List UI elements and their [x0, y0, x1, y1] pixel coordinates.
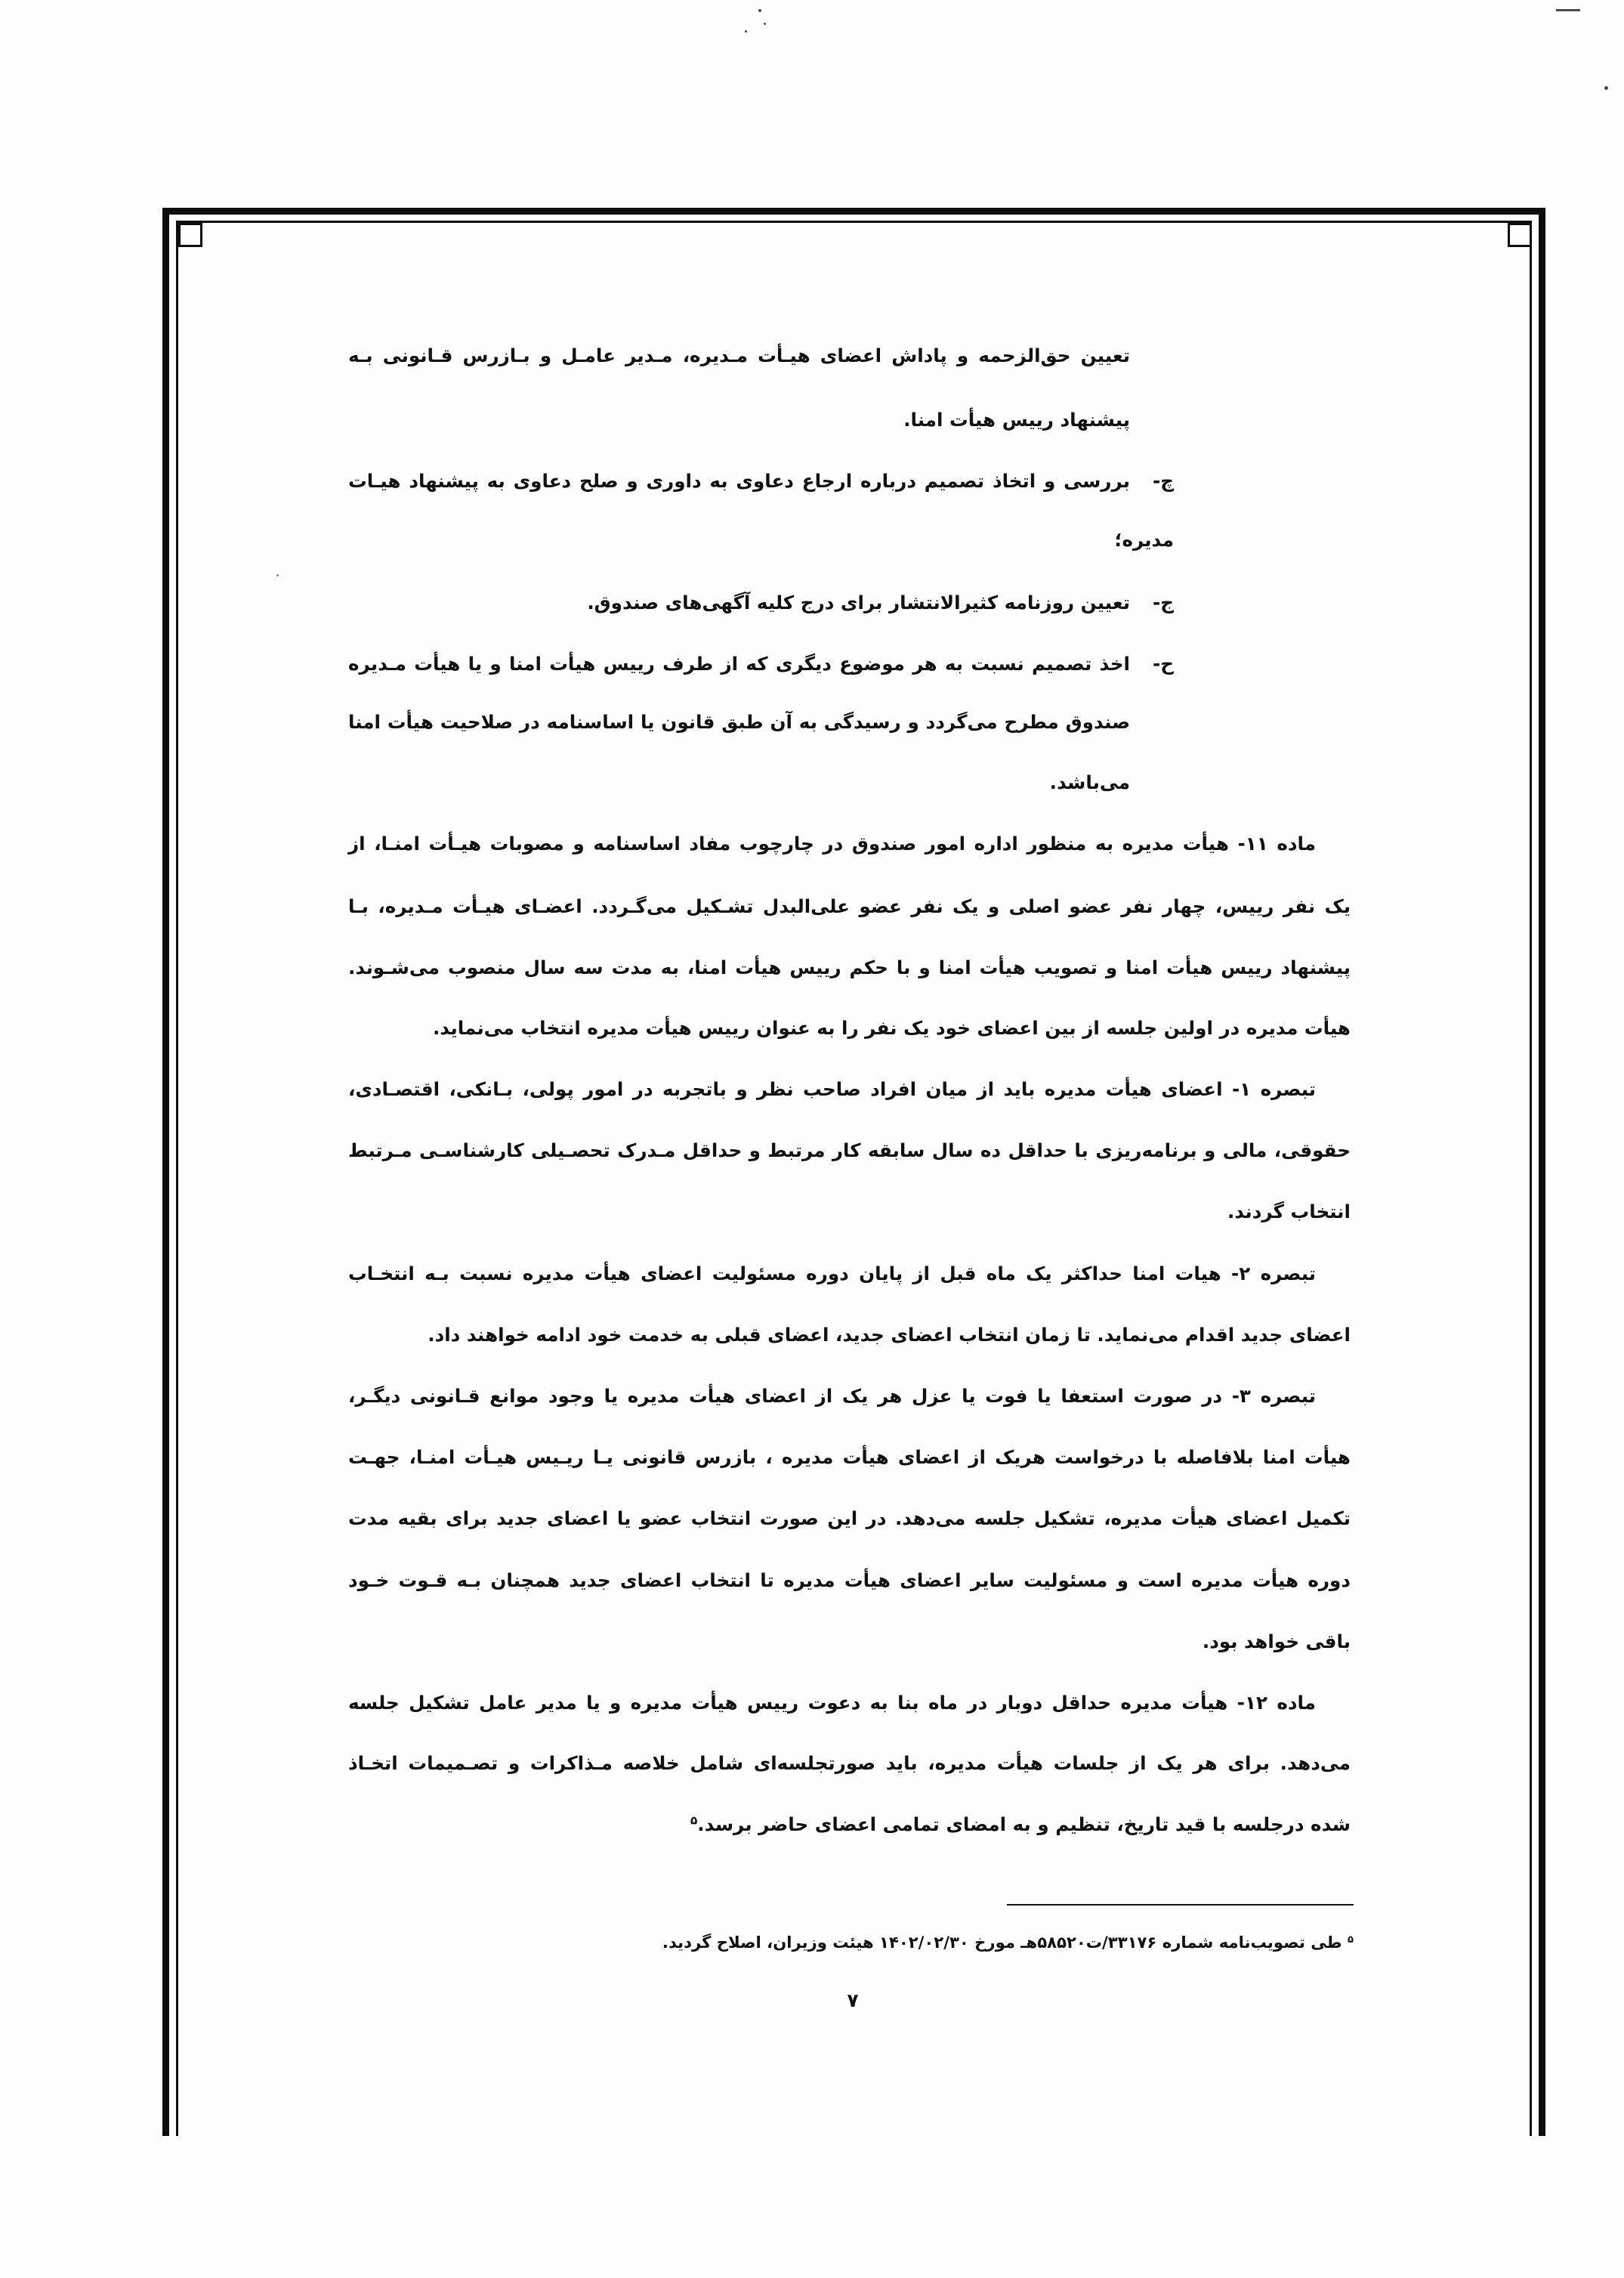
scan-speck	[276, 574, 279, 576]
footnote-text: طی تصویب‌نامه شماره ۳۳۱۷۶/ت۵۸۵۲۰هـ مورخ ۱۴۰۲/۰۲/۳۰ هیئت وزیران، اصلاح گردید.	[662, 1933, 1342, 1952]
text-run: هیأت مدیره حداقل دوبار در ماه بنا به دعوت رییس هیأت مدیره و یا مدیر عامل تشکیل جلسه	[348, 1692, 1228, 1714]
text-run: هیأت مدیره به منظور اداره امور صندوق در چارچوب مفاد اساسنامه و مصوبات هیـأت امنـا، از	[348, 833, 1229, 855]
text-line: هیأت مدیره در اولین جلسه از بین اعضای خود یک نفر را به عنوان رییس هیأت مدیره انتخاب می‌نماید.	[432, 1017, 1351, 1039]
text-line	[348, 821, 1316, 867]
text-run: اعضای هیأت مدیره باید از میان افراد صاحب نظر و باتجربه در امور پولی، بـانکی، اقتصـادی،	[348, 1078, 1223, 1100]
scan-speck	[764, 23, 766, 25]
text-line: هیأت امنا بلافاصله با درخواست هریک از اعضای هیأت مدیره ، بازرس قانونی یـا ریـیس هیـأت امنـا، جهـت	[348, 1446, 1351, 1468]
scan-speck	[758, 9, 761, 12]
footnote-separator	[1007, 1904, 1354, 1906]
frame-corner-ornament-top-right	[1508, 223, 1532, 247]
text-line	[348, 1802, 1351, 1847]
note-label: تبصره ۱-	[1231, 1078, 1316, 1100]
text-line: تکمیل اعضای هیأت مدیره، تشکیل جلسه می‌دهد. در این صورت انتخاب عضو یا اعضای جدید برای بقیه مدت	[348, 1507, 1351, 1529]
text-line: حقوقی، مالی و برنامه‌ریزی با حداقل ده سال سابقه کار مرتبط و حداقل مـدرک تحصـیلی کارشناسـی مـرتبط	[348, 1139, 1351, 1161]
footnote	[453, 1924, 1354, 1961]
text-line: دوره هیأت مدیره است و مسئولیت سایر اعضای هیأت مدیره تا انتخاب اعضای جدید همچنان بـه قـوت خـود	[348, 1569, 1351, 1591]
text-line	[348, 1251, 1316, 1297]
note-label: تبصره ۳-	[1231, 1385, 1316, 1407]
text-line: صندوق مطرح می‌گردد و رسیدگی به آن طبق قانون یا اساسنامه در صلاحیت هیأت امنا	[348, 711, 1130, 733]
text-line	[348, 1067, 1316, 1112]
text-line: یک نفر رییس، چهار نفر عضو اصلی و یک نفر عضو علی‌البدل تشـکیل می‌گـردد. اعضـای هیـأت مـدیره، بـا	[348, 895, 1351, 917]
text-line: انتخاب گردند.	[1227, 1201, 1351, 1222]
text-line: بررسی و اتخاذ تصمیم درباره ارجاع دعاوی به داوری و صلح دعاوی به پیشنهاد هیـات	[348, 470, 1130, 492]
text-line	[348, 1374, 1316, 1419]
frame-corner-ornament-top-left	[178, 223, 202, 247]
frame-top-inner-line	[176, 221, 1532, 223]
text-line: مدیره؛	[1114, 529, 1174, 551]
frame-right-outer-line	[1539, 208, 1545, 2136]
text-line: پیشنهاد رییس هیأت امنا.	[903, 409, 1130, 431]
text-line: می‌باشد.	[1049, 771, 1130, 793]
text-line: تعیین روزنامه کثیرالانتشار برای درج کلیه آگهی‌های صندوق.	[587, 592, 1130, 614]
scan-speck	[1556, 9, 1580, 11]
note-label: تبصره ۲-	[1231, 1263, 1316, 1284]
text-run: هیات امنا حداکثر یک ماه قبل از پایان دوره مسئولیت اعضای هیأت مدیره نسبت بـه انتخـاب	[348, 1263, 1221, 1284]
clause-marker: چ-	[1153, 470, 1174, 492]
text-run: شده درجلسه با قید تاریخ، تنظیم و به امضای تمامی اعضای حاضر برسد.	[697, 1813, 1351, 1835]
text-line: اعضای جدید اقدام می‌نماید. تا زمان انتخاب اعضای جدید، اعضای قبلی به خدمت خود ادامه خواهند داد.	[428, 1324, 1351, 1346]
text-line: می‌دهد. برای هر یک از جلسات هیأت مدیره، باید صورتجلسه‌ای شامل خلاصه مـذاکرات و تصـمیمات اتخـاذ	[348, 1752, 1351, 1774]
text-line: باقی خواهد بود.	[1202, 1630, 1351, 1652]
scan-speck	[745, 30, 747, 32]
frame-right-inner-line	[1530, 221, 1532, 2136]
clause-marker: ج-	[1153, 592, 1174, 614]
frame-left-inner-line	[176, 221, 178, 2136]
frame-top-outer-line	[162, 208, 1545, 215]
page-number: ۷	[847, 1989, 859, 2011]
text-line: اخذ تصمیم نسبت به هر موضوع دیگری که از طرف رییس هیأت امنا و یا هیأت مـدیره	[348, 653, 1130, 675]
text-line: تعیین حق‌الزحمه و پاداش اعضای هیـأت مـدیره، مـدیر عامـل و بـازرس قـانونی بـه	[348, 345, 1130, 366]
frame-left-outer-line	[162, 208, 169, 2136]
clause-marker: ح-	[1153, 653, 1174, 675]
article-label: ماده ۱۱-	[1237, 833, 1317, 855]
footnote-marker: ۵	[1347, 1933, 1354, 1946]
footnote-reference: ۵	[690, 1813, 698, 1828]
article-label: ماده ۱۲-	[1237, 1692, 1316, 1714]
text-line	[348, 1680, 1316, 1726]
text-line: پیشنهاد رییس هیأت امنا و تصویب هیأت امنا و با حکم رییس هیأت امنا، به مدت سه سال منصوب می‌شـوند.	[348, 957, 1351, 978]
text-run: در صورت استعفا یا فوت یا عزل هر یک از اعضای هیأت مدیره یا وجود موانع قـانونی دیگـر،	[348, 1385, 1223, 1407]
scan-speck	[1604, 86, 1608, 90]
